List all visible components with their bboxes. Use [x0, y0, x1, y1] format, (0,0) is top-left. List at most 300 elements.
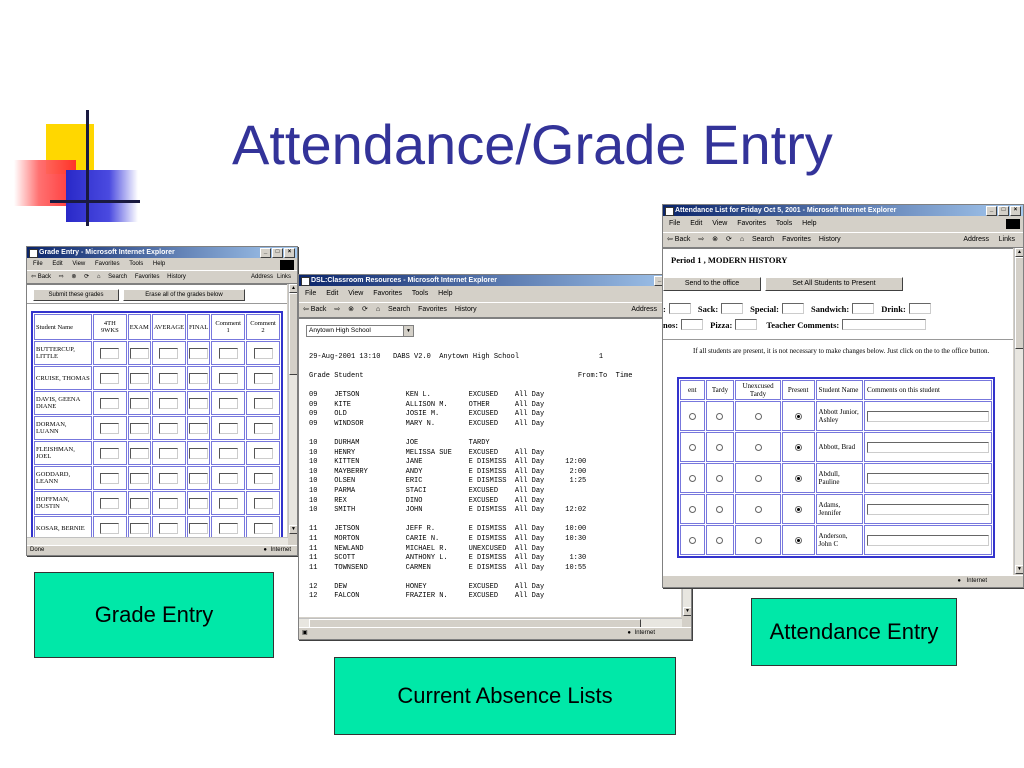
- grade-input[interactable]: [189, 498, 208, 509]
- table-row: [34, 391, 280, 415]
- tardy-radio[interactable]: [716, 444, 723, 451]
- grade-input[interactable]: [100, 398, 119, 409]
- grade-table: [31, 311, 283, 543]
- grade-input[interactable]: [100, 523, 119, 534]
- status-zone: Internet: [270, 547, 291, 553]
- home-button[interactable]: ⌂: [96, 274, 101, 280]
- comment-cell: [864, 401, 992, 431]
- grade-input[interactable]: [254, 498, 273, 509]
- radio-cell: [735, 401, 781, 431]
- col-present: Present: [782, 380, 815, 400]
- nachos-input[interactable]: [681, 319, 703, 330]
- grade-input[interactable]: [100, 373, 119, 384]
- col-exam: EXAM: [128, 314, 151, 340]
- radio-cell: [680, 463, 705, 493]
- table-row: [680, 525, 992, 555]
- address-label[interactable]: Address: [250, 274, 273, 280]
- grade-cell: [187, 466, 210, 490]
- radio-cell: [782, 525, 815, 555]
- caption-grade-entry: Grade Entry: [34, 572, 274, 658]
- close-button[interactable]: ×: [1010, 206, 1021, 216]
- menu-edit[interactable]: Edit: [690, 220, 703, 227]
- present-radio[interactable]: [795, 506, 802, 513]
- col-comment-1: Comment 1: [211, 314, 245, 340]
- col-student-name: Student Name: [816, 380, 863, 400]
- grade-input[interactable]: [219, 448, 238, 459]
- grade-input[interactable]: [100, 473, 119, 484]
- comment-cell: [864, 463, 992, 493]
- slide-title: Attendance/Grade Entry: [232, 113, 833, 176]
- school-select[interactable]: [306, 325, 414, 337]
- grade-input[interactable]: [189, 373, 208, 384]
- absence-content: [299, 318, 681, 617]
- grade-input[interactable]: [159, 398, 178, 409]
- history-button[interactable]: History: [818, 236, 841, 243]
- grade-cell: [152, 441, 186, 465]
- pizza-input[interactable]: [735, 319, 757, 330]
- favorites-button[interactable]: Favorites: [418, 306, 447, 313]
- grade-cell: [93, 466, 127, 490]
- sack-input[interactable]: [721, 303, 743, 314]
- absence-window-titlebar: [299, 275, 691, 286]
- menu-help[interactable]: Help: [438, 290, 453, 297]
- radio-cell: [782, 432, 815, 462]
- grade-input[interactable]: [130, 498, 149, 509]
- grade-input[interactable]: [189, 423, 208, 434]
- forward-button[interactable]: ⇨: [334, 306, 341, 313]
- grade-cell: [152, 366, 186, 390]
- grade-input[interactable]: [159, 448, 178, 459]
- search-button[interactable]: Search: [108, 274, 128, 280]
- grade-input[interactable]: [159, 523, 178, 534]
- back-button[interactable]: ⇦ Back: [667, 236, 691, 243]
- scroll-down-icon[interactable]: ▼: [289, 525, 298, 534]
- grade-cell: [93, 416, 127, 440]
- present-radio[interactable]: [795, 475, 802, 482]
- student-comment-input[interactable]: [867, 442, 989, 453]
- grade-input[interactable]: [219, 348, 238, 359]
- erase-grades-button[interactable]: Erase all of the grades below: [123, 289, 245, 301]
- grade-input[interactable]: [100, 348, 119, 359]
- menu-favorites[interactable]: Favorites: [94, 261, 120, 267]
- search-button[interactable]: Search: [388, 306, 411, 313]
- absence-record: 10 PARMA STACI EXCUSED All Day: [309, 486, 545, 495]
- grade-input[interactable]: [130, 448, 149, 459]
- grade-cell: [93, 491, 127, 515]
- back-button[interactable]: ⇦ Back: [303, 306, 327, 313]
- grade-cell: [93, 441, 127, 465]
- scroll-thumb[interactable]: [1015, 257, 1024, 349]
- grade-input[interactable]: [254, 398, 273, 409]
- address-label[interactable]: Address: [631, 306, 657, 313]
- links-label[interactable]: Links: [998, 236, 1015, 243]
- attendance-table: [677, 377, 995, 558]
- set-all-present-button[interactable]: Set All Students to Present: [765, 277, 903, 291]
- grade-cell: [211, 366, 245, 390]
- menu-tools[interactable]: Tools: [775, 220, 793, 227]
- grade-input[interactable]: [254, 473, 273, 484]
- divider: [663, 339, 1013, 340]
- divider: [27, 303, 287, 304]
- grade-input[interactable]: [159, 498, 178, 509]
- group-spacer: [309, 573, 586, 583]
- grade-cell: [211, 441, 245, 465]
- grade-cell: [246, 441, 280, 465]
- menu-tools[interactable]: Tools: [411, 290, 429, 297]
- grade-vertical-scrollbar[interactable]: [288, 284, 297, 534]
- home-button[interactable]: ⌂: [739, 236, 745, 243]
- table-row: [34, 491, 280, 515]
- unexcused-tardy-radio[interactable]: [755, 506, 762, 513]
- table-row: [680, 432, 992, 462]
- scroll-down-icon[interactable]: ▼: [1015, 565, 1024, 574]
- tardy-radio[interactable]: [716, 475, 723, 482]
- student-comment-input[interactable]: [867, 504, 989, 515]
- absence-toolbar: [299, 302, 691, 318]
- table-row: [34, 366, 280, 390]
- grade-input[interactable]: [189, 398, 208, 409]
- grade-input[interactable]: [130, 373, 149, 384]
- student-name-cell: DORMAN, LUANN: [34, 416, 92, 440]
- radio-cell: [735, 463, 781, 493]
- menu-edit[interactable]: Edit: [326, 290, 339, 297]
- dropdown-arrow-icon[interactable]: ▼: [403, 326, 413, 336]
- search-button[interactable]: Search: [752, 236, 775, 243]
- submit-grades-button[interactable]: Submit these grades: [33, 289, 119, 301]
- grade-input[interactable]: [254, 523, 273, 534]
- caption-absence-lists: Current Absence Lists: [334, 657, 676, 735]
- absence-record: 10 KITTEN JANE E DISMISS All Day 12:00: [309, 458, 587, 467]
- favorites-button[interactable]: Favorites: [134, 274, 160, 280]
- present-radio[interactable]: [795, 537, 802, 544]
- attendance-statusbar: [663, 575, 1023, 587]
- radio-cell: [680, 494, 705, 524]
- absent-radio[interactable]: [689, 506, 696, 513]
- attendance-menubar: [663, 218, 1023, 230]
- radio-cell: [706, 525, 735, 555]
- ie-page-icon: [29, 249, 38, 258]
- grade-input[interactable]: [254, 423, 273, 434]
- menu-file[interactable]: File: [669, 220, 681, 227]
- student-name-cell: Abbott Junior, Ashley: [816, 401, 863, 431]
- table-row: [34, 466, 280, 490]
- absence-record: 09 JETSON KEN L. EXCUSED All Day: [309, 391, 545, 399]
- absence-statusbar: [299, 627, 691, 639]
- grade-input[interactable]: [219, 473, 238, 484]
- absence-window-title: DSL:Classroom Resources - Microsoft Internet Explorer: [311, 277, 497, 284]
- menu-view[interactable]: View: [348, 290, 364, 297]
- menu-view[interactable]: View: [712, 220, 728, 227]
- radio-cell: [782, 463, 815, 493]
- grade-input[interactable]: [100, 448, 119, 459]
- radio-cell: [735, 432, 781, 462]
- student-name-cell: GODDARD, LEANN: [34, 466, 92, 490]
- unexcused-tardy-radio[interactable]: [755, 537, 762, 544]
- grade-input[interactable]: [130, 348, 149, 359]
- absence-list-window: [298, 274, 692, 640]
- attendance-window-titlebar: [663, 205, 1023, 216]
- grade-input[interactable]: [219, 373, 238, 384]
- student-name-cell: HOFFMAN, DUSTIN: [34, 491, 92, 515]
- grade-window-titlebar: [27, 247, 297, 258]
- status-done: Done: [30, 547, 45, 553]
- home-button[interactable]: ⌂: [375, 306, 381, 313]
- forward-button[interactable]: ⇨: [698, 236, 705, 243]
- menu-favorites[interactable]: Favorites: [373, 290, 403, 297]
- drink-input[interactable]: [909, 303, 931, 314]
- address-label[interactable]: Address: [963, 236, 989, 243]
- menu-file[interactable]: File: [33, 261, 43, 267]
- grade-cell: [93, 341, 127, 365]
- grade-input[interactable]: [189, 448, 208, 459]
- minimize-button[interactable]: _: [654, 276, 665, 286]
- school-select-value: Anytown High School: [309, 327, 371, 334]
- absence-record: 11 TOWNSEND CARMEN E DISMISS All Day 10:55: [309, 563, 587, 572]
- teacher-comments-input[interactable]: [842, 319, 926, 330]
- status-zone: Internet: [966, 578, 987, 584]
- grade-input[interactable]: [189, 523, 208, 534]
- grade-input[interactable]: [254, 373, 273, 384]
- menu-help[interactable]: Help: [152, 261, 166, 267]
- absence-record: 11 NEWLAND MICHAEL R. UNEXCUSED All Day: [309, 544, 545, 553]
- grade-cell: [246, 391, 280, 415]
- radio-cell: [706, 494, 735, 524]
- unexcused-tardy-radio[interactable]: [755, 475, 762, 482]
- send-to-office-button[interactable]: Send to the office: [663, 277, 761, 291]
- grade-cell: [152, 341, 186, 365]
- grade-input[interactable]: [159, 348, 178, 359]
- lunch-label-pizza: Pizza:: [710, 319, 733, 330]
- grade-cell: [128, 441, 151, 465]
- grade-input[interactable]: [159, 373, 178, 384]
- grade-entry-window: [26, 246, 298, 556]
- scroll-up-icon[interactable]: ▲: [1015, 248, 1024, 257]
- grade-cell: [128, 366, 151, 390]
- lunch-label-nachos: nos:: [663, 319, 679, 330]
- report-column-header: Grade Student From:To Time: [309, 372, 633, 380]
- grade-cell: [211, 466, 245, 490]
- absence-record: 12 FALCON FRAZIER N. EXCUSED All Day: [309, 592, 545, 601]
- menu-view[interactable]: View: [72, 261, 86, 267]
- grade-cell: [152, 391, 186, 415]
- grade-input[interactable]: [130, 473, 149, 484]
- grade-window-title: Grade Entry - Microsoft Internet Explorer: [39, 249, 175, 256]
- attendance-window-title: Attendance List for Friday Oct 5, 2001 - Microsoft Internet Explorer: [675, 207, 897, 214]
- page-icon: ▣: [302, 630, 308, 636]
- table-row: [680, 494, 992, 524]
- attendance-vertical-scrollbar[interactable]: [1014, 248, 1023, 574]
- absence-record: 11 MORTON CARIE N. E DISMISS All Day 10:30: [309, 534, 587, 543]
- present-radio[interactable]: [795, 444, 802, 451]
- tardy-radio[interactable]: [716, 413, 723, 420]
- grade-input[interactable]: [219, 498, 238, 509]
- menu-tools[interactable]: Tools: [129, 261, 144, 267]
- absence-record: 11 JETSON JEFF R. E DISMISS All Day 10:00: [309, 525, 587, 534]
- grade-input[interactable]: [219, 523, 238, 534]
- stop-button[interactable]: ⊗: [712, 236, 719, 243]
- scroll-thumb[interactable]: [289, 293, 298, 375]
- absence-record: 12 DEW HONEY EXCUSED All Day: [309, 582, 545, 591]
- group-spacer: [309, 516, 586, 526]
- absence-record: 11 SCOTT ANTHONY L. E DISMISS All Day 1:30: [309, 554, 587, 563]
- attendance-content: [663, 248, 1013, 575]
- logo-blue-square: [66, 170, 138, 222]
- refresh-button[interactable]: ⟳: [725, 236, 732, 243]
- grade-table-header: [34, 314, 280, 340]
- period-heading: Period 1 , MODERN HISTORY: [671, 255, 788, 265]
- student-comment-input[interactable]: [867, 411, 989, 422]
- minimize-button[interactable]: _: [986, 206, 997, 216]
- maximize-button[interactable]: □: [272, 248, 283, 258]
- tardy-radio[interactable]: [716, 506, 723, 513]
- student-name-cell: Abdull, Pauline: [816, 463, 863, 493]
- radio-cell: [680, 525, 705, 555]
- grade-cell: [152, 466, 186, 490]
- lunch-label-1: :: [663, 303, 666, 314]
- instruction-note: If all students are present, it is not necessary to make changes below. Just click on the to the office button.: [693, 347, 990, 355]
- absence-record: 10 HENRY MELISSA SUE EXCUSED All Day: [309, 448, 545, 457]
- lunch-row-2: [663, 319, 926, 330]
- logo-vertical-line: [86, 110, 89, 226]
- absence-horizontal-scrollbar[interactable]: [299, 618, 682, 627]
- unexcused-tardy-radio[interactable]: [755, 444, 762, 451]
- minimize-button[interactable]: _: [260, 248, 271, 258]
- absent-radio[interactable]: [689, 475, 696, 482]
- grade-cell: [187, 441, 210, 465]
- grade-input[interactable]: [159, 423, 178, 434]
- radio-cell: [706, 401, 735, 431]
- student-name-cell: FLEISHMAN, JOEL: [34, 441, 92, 465]
- lunch-row-1: [663, 303, 931, 314]
- grade-cell: [246, 366, 280, 390]
- stop-button[interactable]: ⊗: [71, 274, 77, 280]
- tardy-radio[interactable]: [716, 537, 723, 544]
- student-name-cell: Abbott, Brad: [816, 432, 863, 462]
- grade-input[interactable]: [189, 473, 208, 484]
- lunch-input-1[interactable]: [669, 303, 691, 314]
- student-name-cell: KOSAR, BERNIE: [34, 516, 92, 540]
- grade-input[interactable]: [219, 423, 238, 434]
- lunch-label-drink: Drink:: [881, 303, 906, 314]
- history-button[interactable]: History: [167, 274, 186, 280]
- grade-cell: [187, 391, 210, 415]
- globe-icon: ●: [957, 578, 961, 584]
- report-header: 29-Aug-2001 13:10 DABS V2.0 Anytown High School 1: [309, 353, 604, 361]
- grade-content: [27, 284, 287, 543]
- grade-cell: [246, 341, 280, 365]
- absent-radio[interactable]: [689, 444, 696, 451]
- attendance-table-header: [680, 380, 992, 400]
- grade-cell: [128, 466, 151, 490]
- radio-cell: [706, 432, 735, 462]
- grade-cell: [128, 491, 151, 515]
- maximize-button[interactable]: □: [998, 206, 1009, 216]
- comment-cell: [864, 525, 992, 555]
- grade-input[interactable]: [130, 523, 149, 534]
- grade-cell: [187, 366, 210, 390]
- menu-file[interactable]: File: [305, 290, 317, 297]
- menu-edit[interactable]: Edit: [52, 261, 63, 267]
- grade-cell: [246, 491, 280, 515]
- present-radio[interactable]: [795, 413, 802, 420]
- attendance-toolbar: [663, 232, 1023, 248]
- grade-input[interactable]: [254, 348, 273, 359]
- student-name-cell: DAVIS, GEENA DIANE: [34, 391, 92, 415]
- history-button[interactable]: History: [454, 306, 477, 313]
- grade-cell: [128, 416, 151, 440]
- comment-cell: [864, 494, 992, 524]
- student-name-cell: BUTTERCUP, LITTLE: [34, 341, 92, 365]
- globe-icon: ●: [263, 547, 267, 553]
- grade-cell: [187, 416, 210, 440]
- attendance-window: [662, 204, 1024, 588]
- student-name-cell: CRUISE, THOMAS: [34, 366, 92, 390]
- col-student-name: Student Name: [34, 314, 92, 340]
- student-comment-input[interactable]: [867, 535, 989, 546]
- col-4th-9wks: 4TH 9WKS: [93, 314, 127, 340]
- status-zone: Internet: [634, 630, 655, 636]
- grade-input[interactable]: [100, 498, 119, 509]
- stop-button[interactable]: ⊗: [348, 306, 355, 313]
- lunch-label-special: Special:: [750, 303, 779, 314]
- absence-record: 10 SMITH JOHN E DISMISS All Day 12:02: [309, 506, 587, 515]
- grade-input[interactable]: [130, 398, 149, 409]
- ie-page-icon: [665, 207, 674, 216]
- menu-help[interactable]: Help: [802, 220, 817, 227]
- grade-cell: [211, 341, 245, 365]
- forward-button[interactable]: ⇨: [58, 274, 64, 280]
- back-button[interactable]: ⇦ Back: [31, 274, 52, 280]
- radio-cell: [735, 494, 781, 524]
- links-label[interactable]: Links: [276, 274, 291, 280]
- absence-report-body: [309, 391, 586, 602]
- sandwich-input[interactable]: [852, 303, 874, 314]
- close-button[interactable]: ×: [284, 248, 295, 258]
- absent-radio[interactable]: [689, 537, 696, 544]
- grade-input[interactable]: [254, 448, 273, 459]
- absence-record: 10 REX DINO EXCUSED All Day: [309, 496, 545, 505]
- ie-page-icon: [301, 277, 310, 286]
- grade-input[interactable]: [130, 423, 149, 434]
- absent-radio[interactable]: [689, 413, 696, 420]
- special-input[interactable]: [782, 303, 804, 314]
- grade-cell: [93, 366, 127, 390]
- unexcused-tardy-radio[interactable]: [755, 413, 762, 420]
- scroll-up-icon[interactable]: ▲: [289, 284, 298, 293]
- absence-record: 10 OLSEN ERIC E DISMISS All Day 1:25: [309, 477, 587, 486]
- grade-cell: [187, 341, 210, 365]
- grade-input[interactable]: [159, 473, 178, 484]
- student-comment-input[interactable]: [867, 473, 989, 484]
- grade-input[interactable]: [189, 348, 208, 359]
- lunch-label-sandwich: Sandwich:: [810, 303, 850, 314]
- grade-cell: [128, 341, 151, 365]
- absence-menubar: [299, 288, 691, 300]
- radio-cell: [706, 463, 735, 493]
- teacher-comments-label: Teacher Comments:: [766, 319, 840, 330]
- comment-cell: [864, 432, 992, 462]
- grade-input[interactable]: [100, 423, 119, 434]
- refresh-button[interactable]: ⟳: [361, 306, 368, 313]
- scroll-down-icon[interactable]: ▼: [683, 607, 692, 616]
- favorites-button[interactable]: Favorites: [782, 236, 811, 243]
- menu-favorites[interactable]: Favorites: [737, 220, 767, 227]
- refresh-button[interactable]: ⟳: [84, 274, 90, 280]
- grade-input[interactable]: [219, 398, 238, 409]
- radio-cell: [735, 525, 781, 555]
- col-average: AVERAGE: [152, 314, 186, 340]
- table-row: [34, 341, 280, 365]
